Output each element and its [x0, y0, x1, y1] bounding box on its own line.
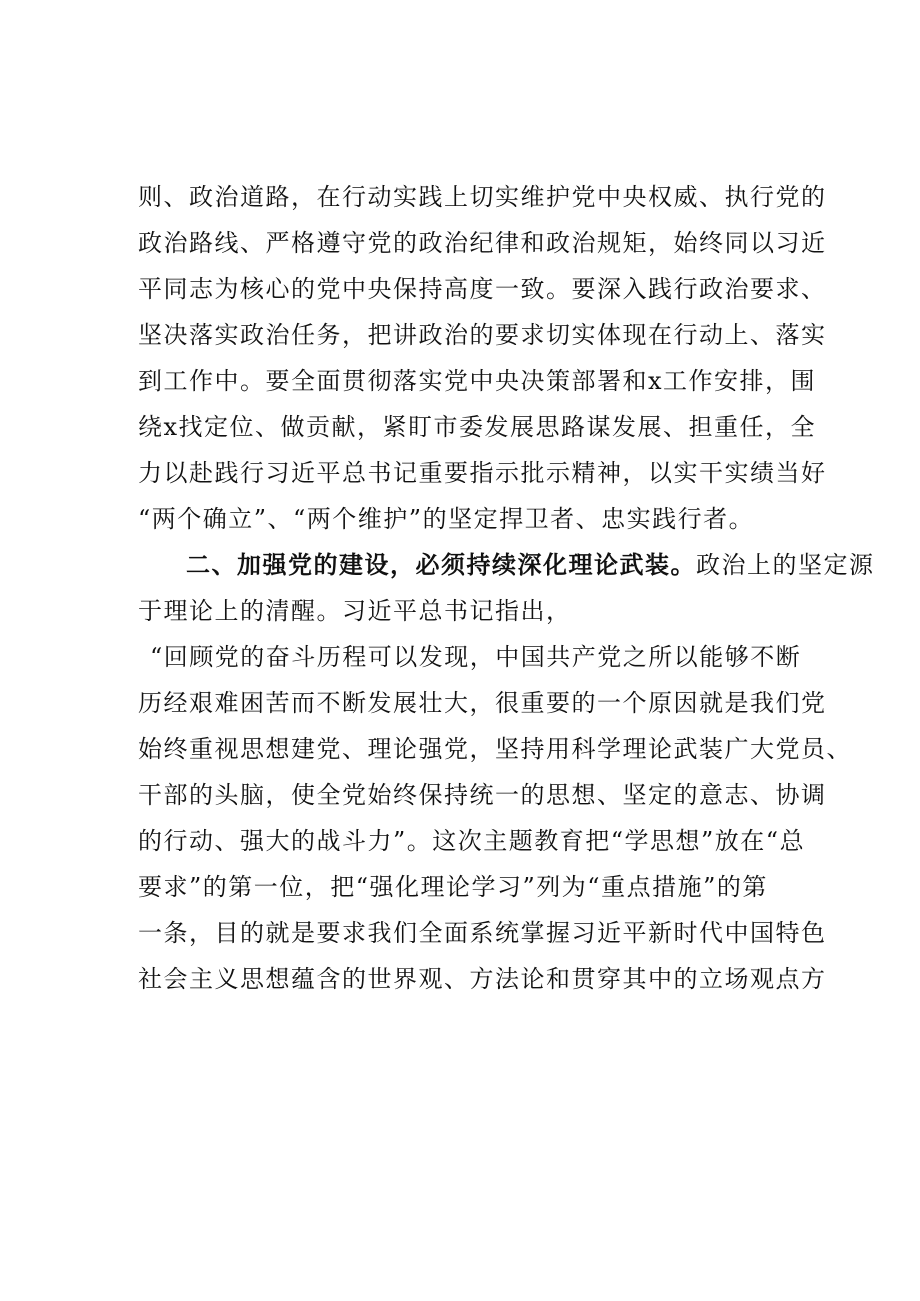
section-2-heading: 二、加强党的建设，必须持续深化理论武装。: [186, 551, 696, 579]
paragraph-line: “回顾党的奋斗历程可以发现，中国共产党之所以能够不断: [150, 643, 802, 671]
section-2-heading-rest: 政治上的坚定源: [696, 551, 875, 579]
section-2-first-line: [186, 548, 875, 582]
paragraph-line: 社会主义思想蕴含的世界观、方法论和贯穿其中的立场观点方: [138, 965, 827, 993]
paragraph-line: “两个确立”、“两个维护”的坚定捍卫者、忠实践行者。: [138, 505, 755, 533]
paragraph-line: 历经艰难困苦而不断发展壮大，很重要的一个原因就是我们党: [138, 689, 827, 717]
paragraph-line: 到工作中。要全面贯彻落实党中央决策部署和x工作安排，围: [138, 367, 817, 395]
paragraph-line: 政治路线、严格遵守党的政治纪律和政治规矩，始终同以习近: [138, 229, 827, 257]
paragraph-line: 的行动、强大的战斗力”。这次主题教育把“学思想”放在“总: [138, 827, 806, 855]
paragraph-line: 绕x找定位、做贡献，紧盯市委发展思路谋发展、担重任，全: [138, 413, 817, 441]
paragraph-line: 则、政治道路，在行动实践上切实维护党中央权威、执行党的: [138, 183, 827, 211]
paragraph-line: 于理论上的清醒。习近平总书记指出，: [138, 597, 572, 625]
paragraph-line: 坚决落实政治任务，把讲政治的要求切实体现在行动上、落实: [138, 321, 827, 349]
paragraph-line: 一条，目的就是要求我们全面系统掌握习近平新时代中国特色: [138, 919, 827, 947]
paragraph-line: 力以赴践行习近平总书记重要指示批示精神，以实干实绩当好: [138, 459, 827, 487]
paragraph-line: 要求”的第一位，把“强化理论学习”列为“重点措施”的第: [138, 873, 768, 901]
paragraph-line: 平同志为核心的党中央保持高度一致。要深入践行政治要求、: [138, 275, 827, 303]
paragraph-line: 始终重视思想建党、理论强党，坚持用科学理论武装广大党员、: [138, 735, 852, 763]
paragraph-line: 干部的头脑，使全党始终保持统一的思想、坚定的意志、协调: [138, 781, 827, 809]
